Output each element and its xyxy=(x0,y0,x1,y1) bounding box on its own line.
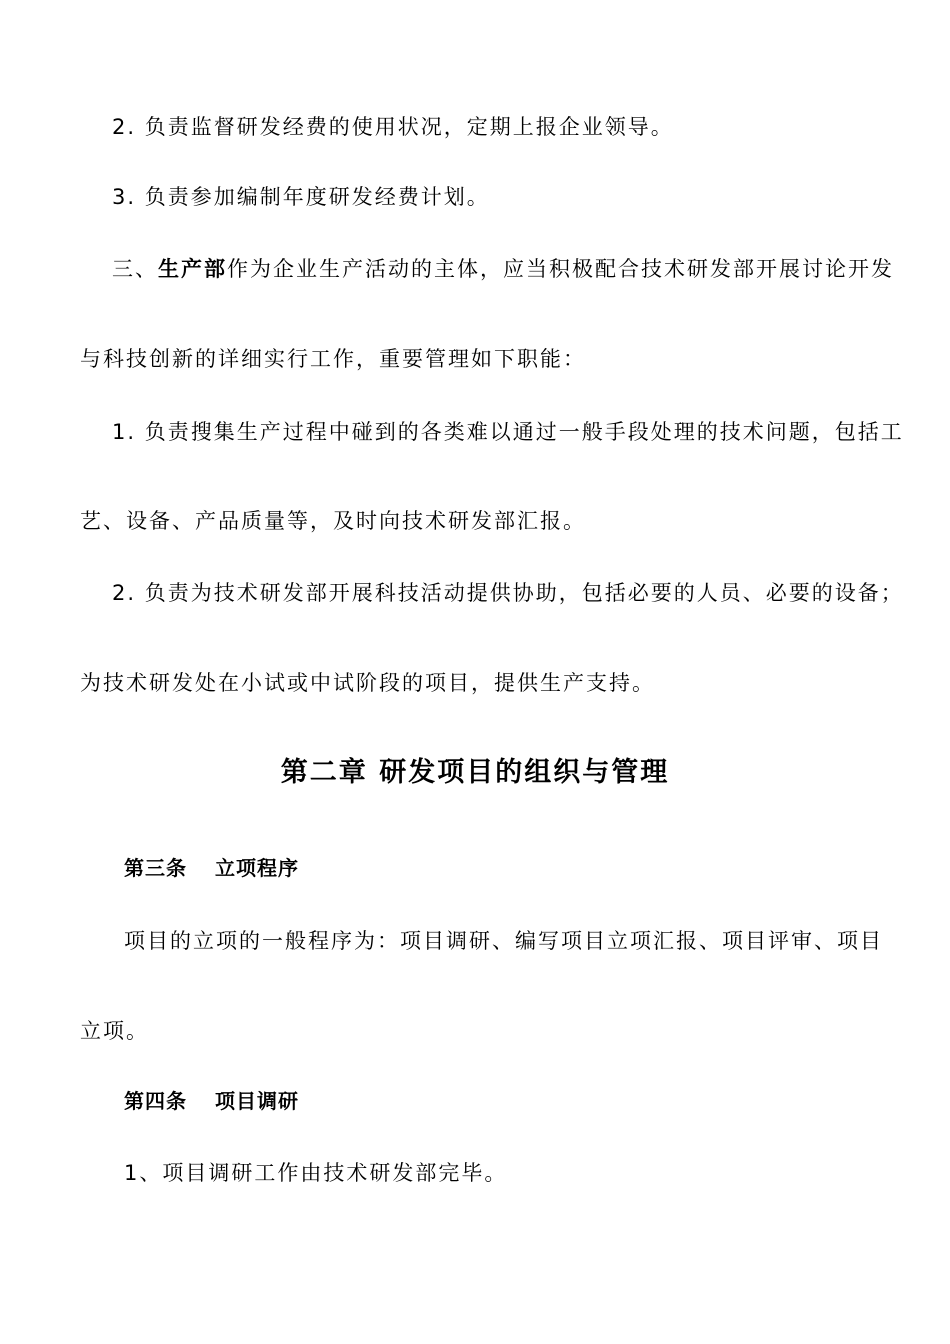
paragraph-continuation: 为技术研发处在小试或中试阶段的项目，提供生产支持。 xyxy=(80,671,655,695)
department-name: 生产部 xyxy=(158,257,227,281)
paragraph-continuation: 立项。 xyxy=(80,1019,149,1043)
paragraph-item-3: 3. 负责参加编制年度研发经费计划。 xyxy=(112,185,490,209)
article-item-1: 1、项目调研工作由技术研发部完毕。 xyxy=(124,1161,508,1185)
article-title: 项目调研 xyxy=(215,1089,299,1113)
paragraph-continuation: 与科技创新的详细实行工作，重要管理如下职能： xyxy=(80,347,586,371)
article-body: 项目的立项的一般程序为：项目调研、编写项目立项汇报、项目评审、项目 xyxy=(124,929,883,953)
paragraph-text: 作为企业生产活动的主体，应当积极配合技术研发部开展讨论开发 xyxy=(227,257,894,281)
paragraph-production-dept xyxy=(112,254,894,284)
paragraph-duty-1: 1. 负责搜集生产过程中碰到的各类难以通过一般手段处理的技术问题，包括工 xyxy=(112,420,904,444)
chapter-title: 第二章 研发项目的组织与管理 xyxy=(280,757,670,788)
paragraph-continuation: 艺、设备、产品质量等，及时向技术研发部汇报。 xyxy=(80,509,586,533)
article-title: 立项程序 xyxy=(215,856,299,880)
paragraph-duty-2: 2. 负责为技术研发部开展科技活动提供协助，包括必要的人员、必要的设备； xyxy=(112,581,904,605)
article-number: 第四条 xyxy=(124,1089,187,1113)
paragraph-item-2: 2. 负责监督研发经费的使用状况，定期上报企业领导。 xyxy=(112,115,674,139)
article-number: 第三条 xyxy=(124,856,187,880)
article-heading-3 xyxy=(124,853,299,883)
article-heading-4 xyxy=(124,1086,299,1116)
section-number: 三、 xyxy=(112,257,158,281)
